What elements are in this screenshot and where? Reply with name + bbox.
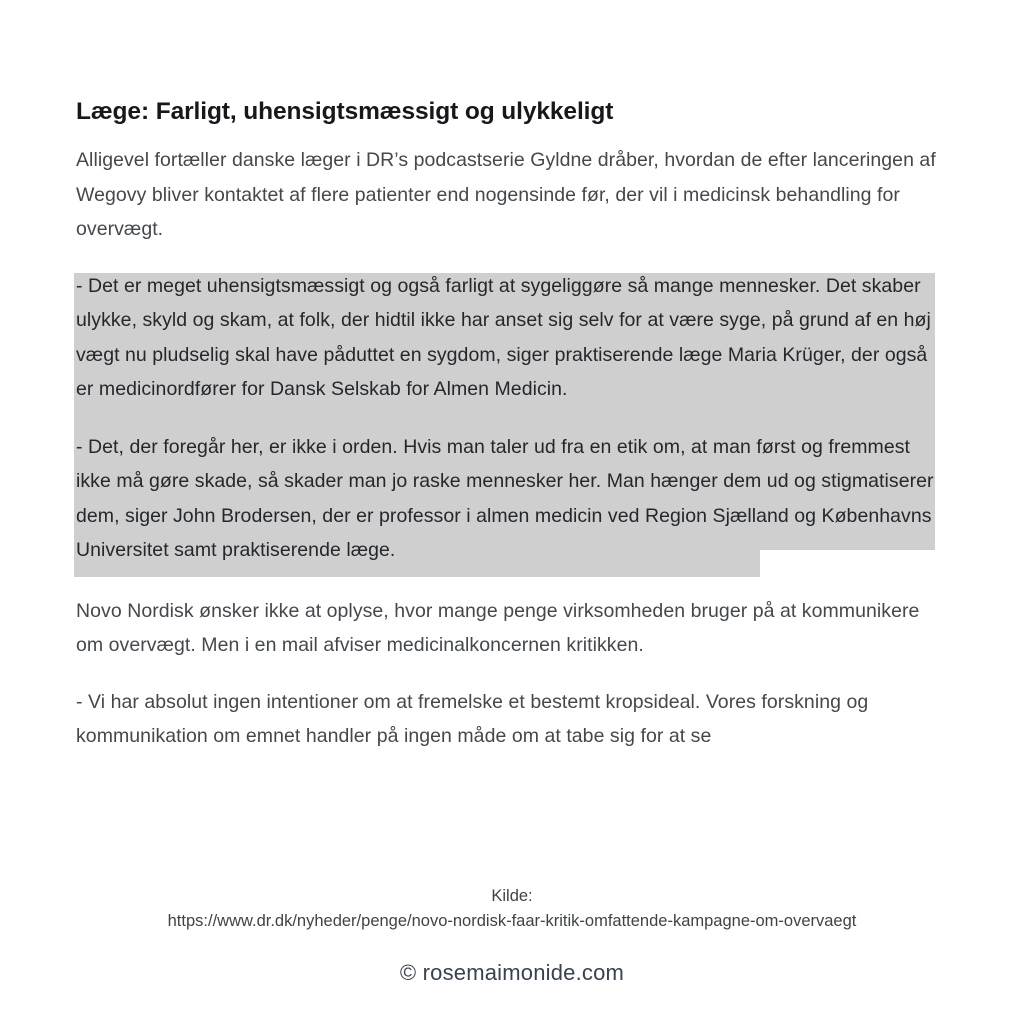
body-paragraph-1: Novo Nordisk ønsker ikke at oplyse, hvor mange penge virksomheden bruger på at kommunikere om overvægt. Men i en mail afviser medicinalkoncernen kritikken.	[76, 599, 920, 657]
page-footer	[0, 884, 1024, 988]
copyright-notice: © rosemaimonide.com	[399, 960, 625, 985]
article-content	[76, 96, 938, 754]
body-paragraph-2: - Vi har absolut ingen intentioner om at fremelske et bestemt kropsideal. Vores forskning og kommunikation om emnet handler på ingen måde om at tabe sig for at se	[76, 690, 869, 748]
highlighted-quote-block	[76, 269, 938, 568]
quote-paragraph-2: - Det, der foregår her, er ikke i orden. Hvis man taler ud fra en etik om, at man først og fremmest ikke må gøre skade, så skader man jo raske mennesker her. Man hænger dem ud og stigmatiserer dem, siger John Brodersen, der er professor i almen medicin ved Region Sjælland og Københavns Universitet samt praktiserende læge.	[76, 435, 934, 562]
intro-paragraph: Alligevel fortæller danske læger i DR’s podcastserie Gyldne dråber, hvordan de efter lanceringen af Wegovy bliver kontaktet af flere patienter end nogensinde før, der vil i medicinsk behandling for overvægt.	[76, 149, 936, 241]
source-url[interactable]: https://www.dr.dk/nyheder/penge/novo-nordisk-faar-kritik-omfattende-kampagne-om-overvaegt	[167, 912, 857, 930]
page-title: Læge: Farligt, uhensigtsmæssigt og ulykkeligt	[76, 98, 614, 125]
source-label: Kilde:	[491, 887, 533, 905]
quote-paragraph-1: - Det er meget uhensigtsmæssigt og også farligt at sygeliggøre så mange mennesker. Det skaber ulykke, skyld og skam, at folk, der hidtil ikke har anset sig selv for at være syge, på grund af en høj vægt nu pludselig skal have påduttet en sygdom, siger praktiserende læge Maria Krüger, der også er medicinordfører for Dansk Selskab for Almen Medicin.	[76, 274, 931, 401]
